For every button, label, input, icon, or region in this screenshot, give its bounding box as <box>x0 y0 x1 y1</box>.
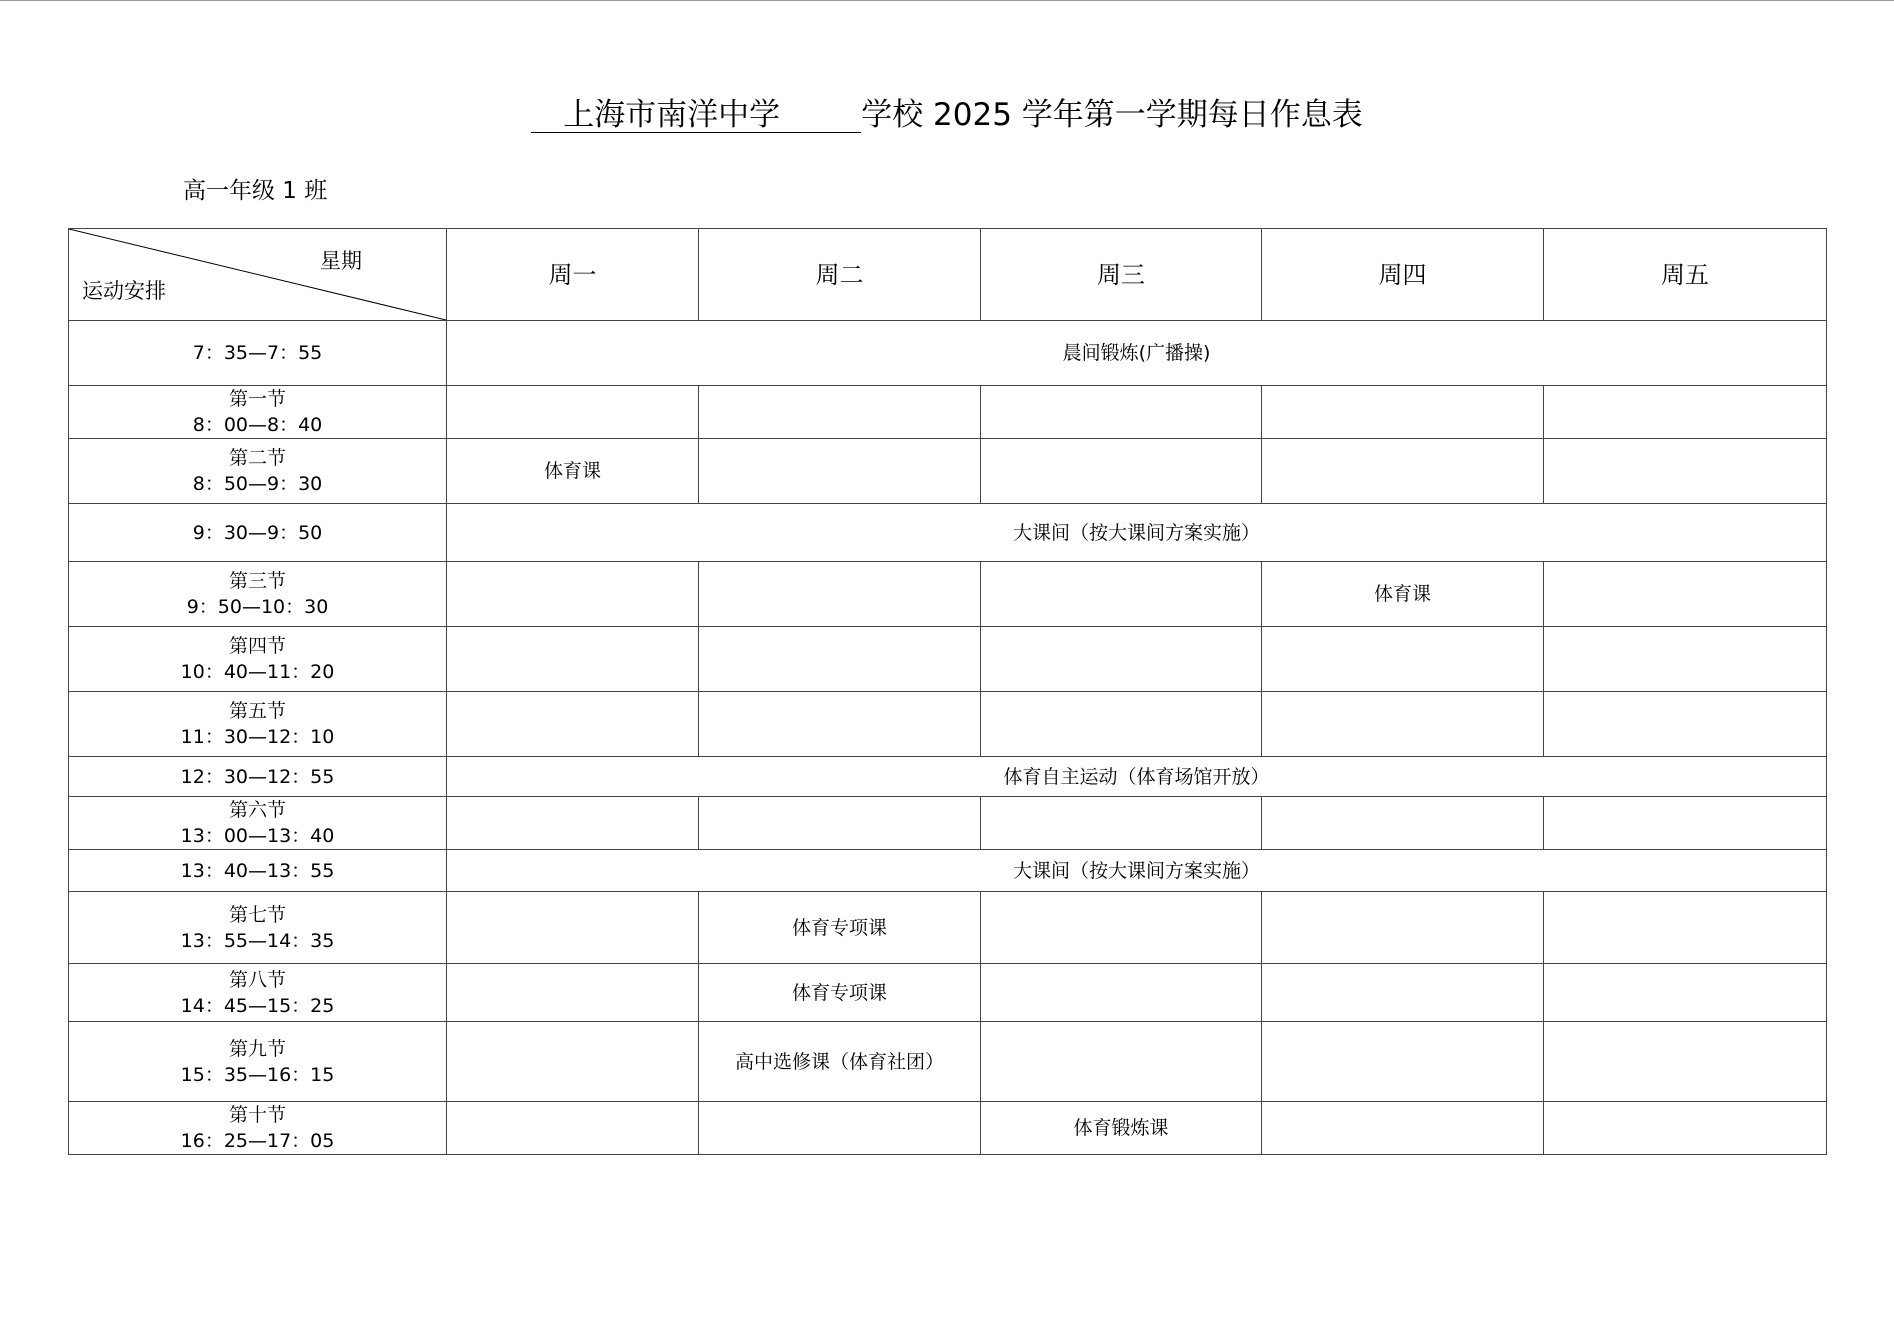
activity-cell-tuesday <box>699 627 981 692</box>
activity-cell-tuesday <box>699 692 981 757</box>
activity-cell-wednesday <box>981 439 1262 504</box>
activity-cell-wednesday <box>981 797 1262 850</box>
time-range: 15：35—16：15 <box>180 1063 335 1086</box>
day-header-monday: 周一 <box>447 229 699 321</box>
activity-cell-tuesday <box>699 1102 981 1155</box>
time-slot-cell <box>69 1102 447 1155</box>
period-label: 第八节 <box>228 968 286 991</box>
diagonal-line <box>69 229 446 320</box>
schedule-body <box>69 321 1827 1155</box>
period-label: 第九节 <box>228 1037 286 1060</box>
time-slot-cell <box>69 1022 447 1102</box>
activity-cell-tuesday <box>699 386 981 439</box>
activity-cell-monday <box>447 562 699 627</box>
activity-cell-friday <box>1544 562 1827 627</box>
schedule-row <box>69 1102 1827 1155</box>
period-label: 第七节 <box>228 903 286 926</box>
corner-activity-label: 运动安排 <box>82 279 166 303</box>
period-label: 第三节 <box>228 570 286 592</box>
day-header-thursday: 周四 <box>1262 229 1544 321</box>
time-range: 9：50—10：30 <box>186 596 329 618</box>
merged-activity-cell: 大课间（按大课间方案实施） <box>447 504 1827 562</box>
corner-day-label: 星期 <box>320 249 362 273</box>
time-range: 12：30—12：55 <box>180 765 335 788</box>
title-rest: 学校 2025 学年第一学期每日作息表 <box>861 97 1363 133</box>
activity-cell-friday <box>1544 1102 1827 1155</box>
corner-header-cell <box>69 229 447 321</box>
activity-cell-thursday <box>1262 439 1544 504</box>
time-slot-cell <box>69 439 447 504</box>
header-row <box>69 229 1827 321</box>
activity-cell-tuesday: 体育专项课 <box>699 964 981 1022</box>
activity-cell-thursday <box>1262 692 1544 757</box>
schedule-row <box>69 627 1827 692</box>
activity-cell-wednesday <box>981 562 1262 627</box>
activity-cell-wednesday <box>981 627 1262 692</box>
activity-cell-thursday <box>1262 1022 1544 1102</box>
activity-cell-monday <box>447 627 699 692</box>
activity-cell-tuesday <box>699 797 981 850</box>
activity-cell-thursday <box>1262 964 1544 1022</box>
time-range: 13：55—14：35 <box>180 929 335 952</box>
activity-cell-monday <box>447 1102 699 1155</box>
day-header-tuesday: 周二 <box>699 229 981 321</box>
activity-cell-thursday <box>1262 386 1544 439</box>
schedule-row <box>69 892 1827 964</box>
activity-cell-monday <box>447 692 699 757</box>
activity-cell-friday <box>1544 797 1827 850</box>
time-range: 10：40—11：20 <box>180 661 335 683</box>
time-slot-cell <box>69 692 447 757</box>
activity-cell-monday <box>447 797 699 850</box>
day-header-friday: 周五 <box>1544 229 1827 321</box>
time-slot-cell <box>69 627 447 692</box>
activity-cell-tuesday: 高中选修课（体育社团） <box>699 1022 981 1102</box>
time-slot-cell <box>69 850 447 892</box>
activity-cell-thursday: 体育课 <box>1262 562 1544 627</box>
activity-cell-wednesday <box>981 892 1262 964</box>
activity-cell-tuesday <box>699 562 981 627</box>
activity-cell-thursday <box>1262 892 1544 964</box>
time-range: 9：30—9：50 <box>192 521 323 544</box>
time-slot-cell <box>69 386 447 439</box>
activity-cell-wednesday <box>981 964 1262 1022</box>
period-label: 第二节 <box>228 447 286 469</box>
time-slot-cell <box>69 892 447 964</box>
activity-cell-monday <box>447 1022 699 1102</box>
schedule-row <box>69 562 1827 627</box>
period-label: 第一节 <box>228 388 286 410</box>
activity-cell-monday <box>447 386 699 439</box>
period-label: 第四节 <box>228 635 286 657</box>
activity-cell-thursday <box>1262 627 1544 692</box>
time-slot-cell <box>69 562 447 627</box>
schedule-row <box>69 439 1827 504</box>
time-range: 13：40—13：55 <box>180 859 335 882</box>
schedule-row <box>69 504 1827 562</box>
schedule-row <box>69 850 1827 892</box>
time-range: 8：00—8：40 <box>192 414 323 436</box>
activity-cell-monday: 体育课 <box>447 439 699 504</box>
activity-cell-friday <box>1544 964 1827 1022</box>
time-range: 7：35—7：55 <box>192 342 323 364</box>
time-range: 14：45—15：25 <box>180 994 335 1017</box>
activity-cell-wednesday <box>981 386 1262 439</box>
merged-activity-cell: 体育自主运动（体育场馆开放） <box>447 757 1827 797</box>
schedule-row <box>69 964 1827 1022</box>
activity-cell-wednesday: 体育锻炼课 <box>981 1102 1262 1155</box>
period-label: 第十节 <box>228 1104 286 1126</box>
time-slot-cell <box>69 797 447 850</box>
activity-cell-tuesday: 体育专项课 <box>699 892 981 964</box>
merged-activity-cell: 大课间（按大课间方案实施） <box>447 850 1827 892</box>
schedule-row <box>69 321 1827 386</box>
schedule-row <box>69 797 1827 850</box>
activity-cell-wednesday <box>981 692 1262 757</box>
time-slot-cell <box>69 504 447 562</box>
time-range: 8：50—9：30 <box>192 473 323 495</box>
activity-cell-thursday <box>1262 797 1544 850</box>
activity-cell-monday <box>447 892 699 964</box>
class-label: 高一年级 1 班 <box>183 178 328 204</box>
activity-cell-friday <box>1544 439 1827 504</box>
time-range: 13：00—13：40 <box>180 825 335 847</box>
activity-cell-friday <box>1544 692 1827 757</box>
day-header-wednesday: 周三 <box>981 229 1262 321</box>
period-label: 第五节 <box>228 700 286 722</box>
schedule-row <box>69 1022 1827 1102</box>
activity-cell-friday <box>1544 1022 1827 1102</box>
school-name: 上海市南洋中学 <box>531 98 861 133</box>
time-slot-cell <box>69 964 447 1022</box>
schedule-table <box>68 228 1827 1155</box>
time-slot-cell <box>69 757 447 797</box>
time-range: 16：25—17：05 <box>180 1130 335 1152</box>
merged-activity-cell: 晨间锻炼(广播操) <box>447 321 1827 386</box>
time-slot-cell <box>69 321 447 386</box>
activity-cell-tuesday <box>699 439 981 504</box>
page-title <box>0 95 1894 135</box>
activity-cell-friday <box>1544 386 1827 439</box>
period-label: 第六节 <box>228 799 286 821</box>
time-range: 11：30—12：10 <box>180 726 335 748</box>
schedule-row <box>69 386 1827 439</box>
activity-cell-thursday <box>1262 1102 1544 1155</box>
schedule-row <box>69 692 1827 757</box>
activity-cell-monday <box>447 964 699 1022</box>
activity-cell-friday <box>1544 627 1827 692</box>
activity-cell-friday <box>1544 892 1827 964</box>
activity-cell-wednesday <box>981 1022 1262 1102</box>
schedule-row <box>69 757 1827 797</box>
